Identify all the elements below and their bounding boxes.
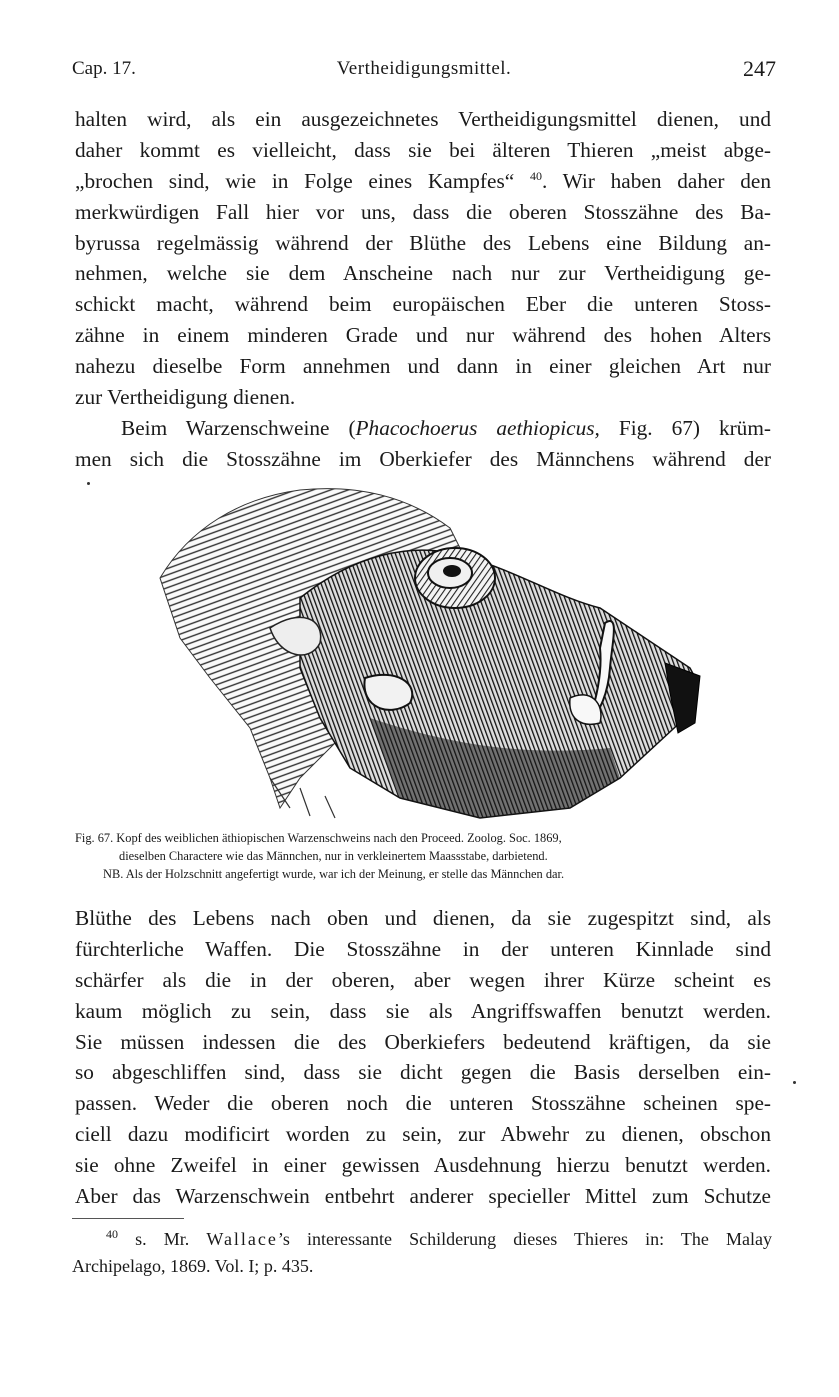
footnote-rule <box>72 1218 184 1219</box>
warthog-head-icon <box>150 478 710 823</box>
text-line: „brochen sind, wie in Folge eines Kampfes“ $^{40}$. Wir haben daher den <box>75 168 772 193</box>
print-speck <box>87 482 90 485</box>
text-line: schickt macht, während beim europäischen Eber die unteren Stoss- <box>75 292 771 317</box>
page-number: 247 <box>743 56 776 81</box>
text-line: merkwürdigen Fall hier vor uns, dass die oberen Stosszähne des Ba- <box>75 199 771 224</box>
footnote-line: Archipelago, 1869. Vol. I; p. 435. <box>72 1256 314 1276</box>
body-paragraph-warthog <box>75 413 771 475</box>
text-line: Sie müssen indessen die des Oberkiefers bedeutend kräftigen, da sie <box>75 1029 771 1054</box>
text-line: so abgeschliffen sind, dass sie dicht gegen die Basis derselben ein- <box>75 1060 771 1085</box>
text-line: schärfer als die in der oberen, aber wegen ihrer Kürze scheint es <box>75 967 771 992</box>
text-line: nehmen, welche sie dem Anscheine nach nur zur Vertheidigung ge- <box>75 261 771 286</box>
text-line: kaum möglich zu sein, dass sie als Angriffswaffen benutzt werden. <box>75 998 771 1023</box>
text-line: ciell dazu modificirt worden zu sein, zur Abwehr zu dienen, obschon <box>75 1122 771 1147</box>
text-line: nahezu dieselbe Form annehmen und dann in einer gleichen Art nur <box>75 354 771 379</box>
text-line: men sich die Stosszähne im Oberkiefer des Männchens während der <box>75 446 771 471</box>
figure-caption <box>75 829 775 883</box>
chapter-label: Cap. 17. <box>72 58 136 79</box>
text-line: daher kommt es vielleicht, dass sie bei älteren Thieren „meist abge- <box>75 137 771 162</box>
caption-line: NB. Als der Holzschnitt angefertigt wurde, war ich der Meinung, er stelle das Männchen dar. <box>103 867 565 881</box>
text-line: passen. Weder die oberen noch die unteren Stosszähne scheinen spe- <box>75 1091 771 1116</box>
text-line: byrussa regelmässig während der Blüthe des Lebens eine Bildung an- <box>75 230 771 255</box>
caption-line: dieselben Charactere wie das Männchen, nur in verkleinertem Maassstabe, darbietend. <box>119 849 548 863</box>
body-paragraph-bottom <box>75 903 771 1212</box>
warthog-figure <box>150 478 710 823</box>
footnote-author: Wallace <box>206 1229 278 1249</box>
text-line: sie ohne Zweifel in einer gewissen Ausdehnung hierzu benutzt werden. <box>75 1153 771 1178</box>
text-line: halten wird, als ein ausgezeichnetes Vertheidigungsmittel dienen, und <box>75 107 771 131</box>
text-line: Blüthe des Lebens nach oben und dienen, da sie zugespitzt sind, als <box>75 906 771 930</box>
footnote <box>72 1226 772 1280</box>
text-line: Aber das Warzenschwein entbehrt anderer specieller Mittel zum Schutze <box>75 1184 771 1209</box>
text-line: zur Vertheidigung dienen. <box>75 385 296 410</box>
footnote-ref: 40 <box>529 168 542 183</box>
text-line: zähne in einem minderen Grade und nur während des hohen Alters <box>75 323 771 348</box>
latin-name: Phacochoerus aethiopicus, <box>355 416 600 440</box>
text-line: Beim Warzenschweine (Phacochoerus aethiopicus, Fig. 67) krüm- <box>121 416 771 440</box>
footnote-line: $^{40}$ s. Mr. Wallace’s interessante Schilderung dieses Thieres in: The Malay <box>106 1227 772 1249</box>
running-title: Vertheidigungsmittel. <box>336 58 512 79</box>
text-line: fürchterliche Waffen. Die Stosszähne in der unteren Kinnlade sind <box>75 936 771 961</box>
running-header <box>72 58 776 90</box>
body-paragraph-top <box>75 104 771 413</box>
print-speck <box>793 1081 796 1084</box>
footnote-number: 40 <box>106 1227 118 1241</box>
caption-line: Fig. 67. Kopf des weiblichen äthiopischen Warzenschweins nach den Proceed. Zoolog. Soc. 1869, <box>75 831 562 845</box>
